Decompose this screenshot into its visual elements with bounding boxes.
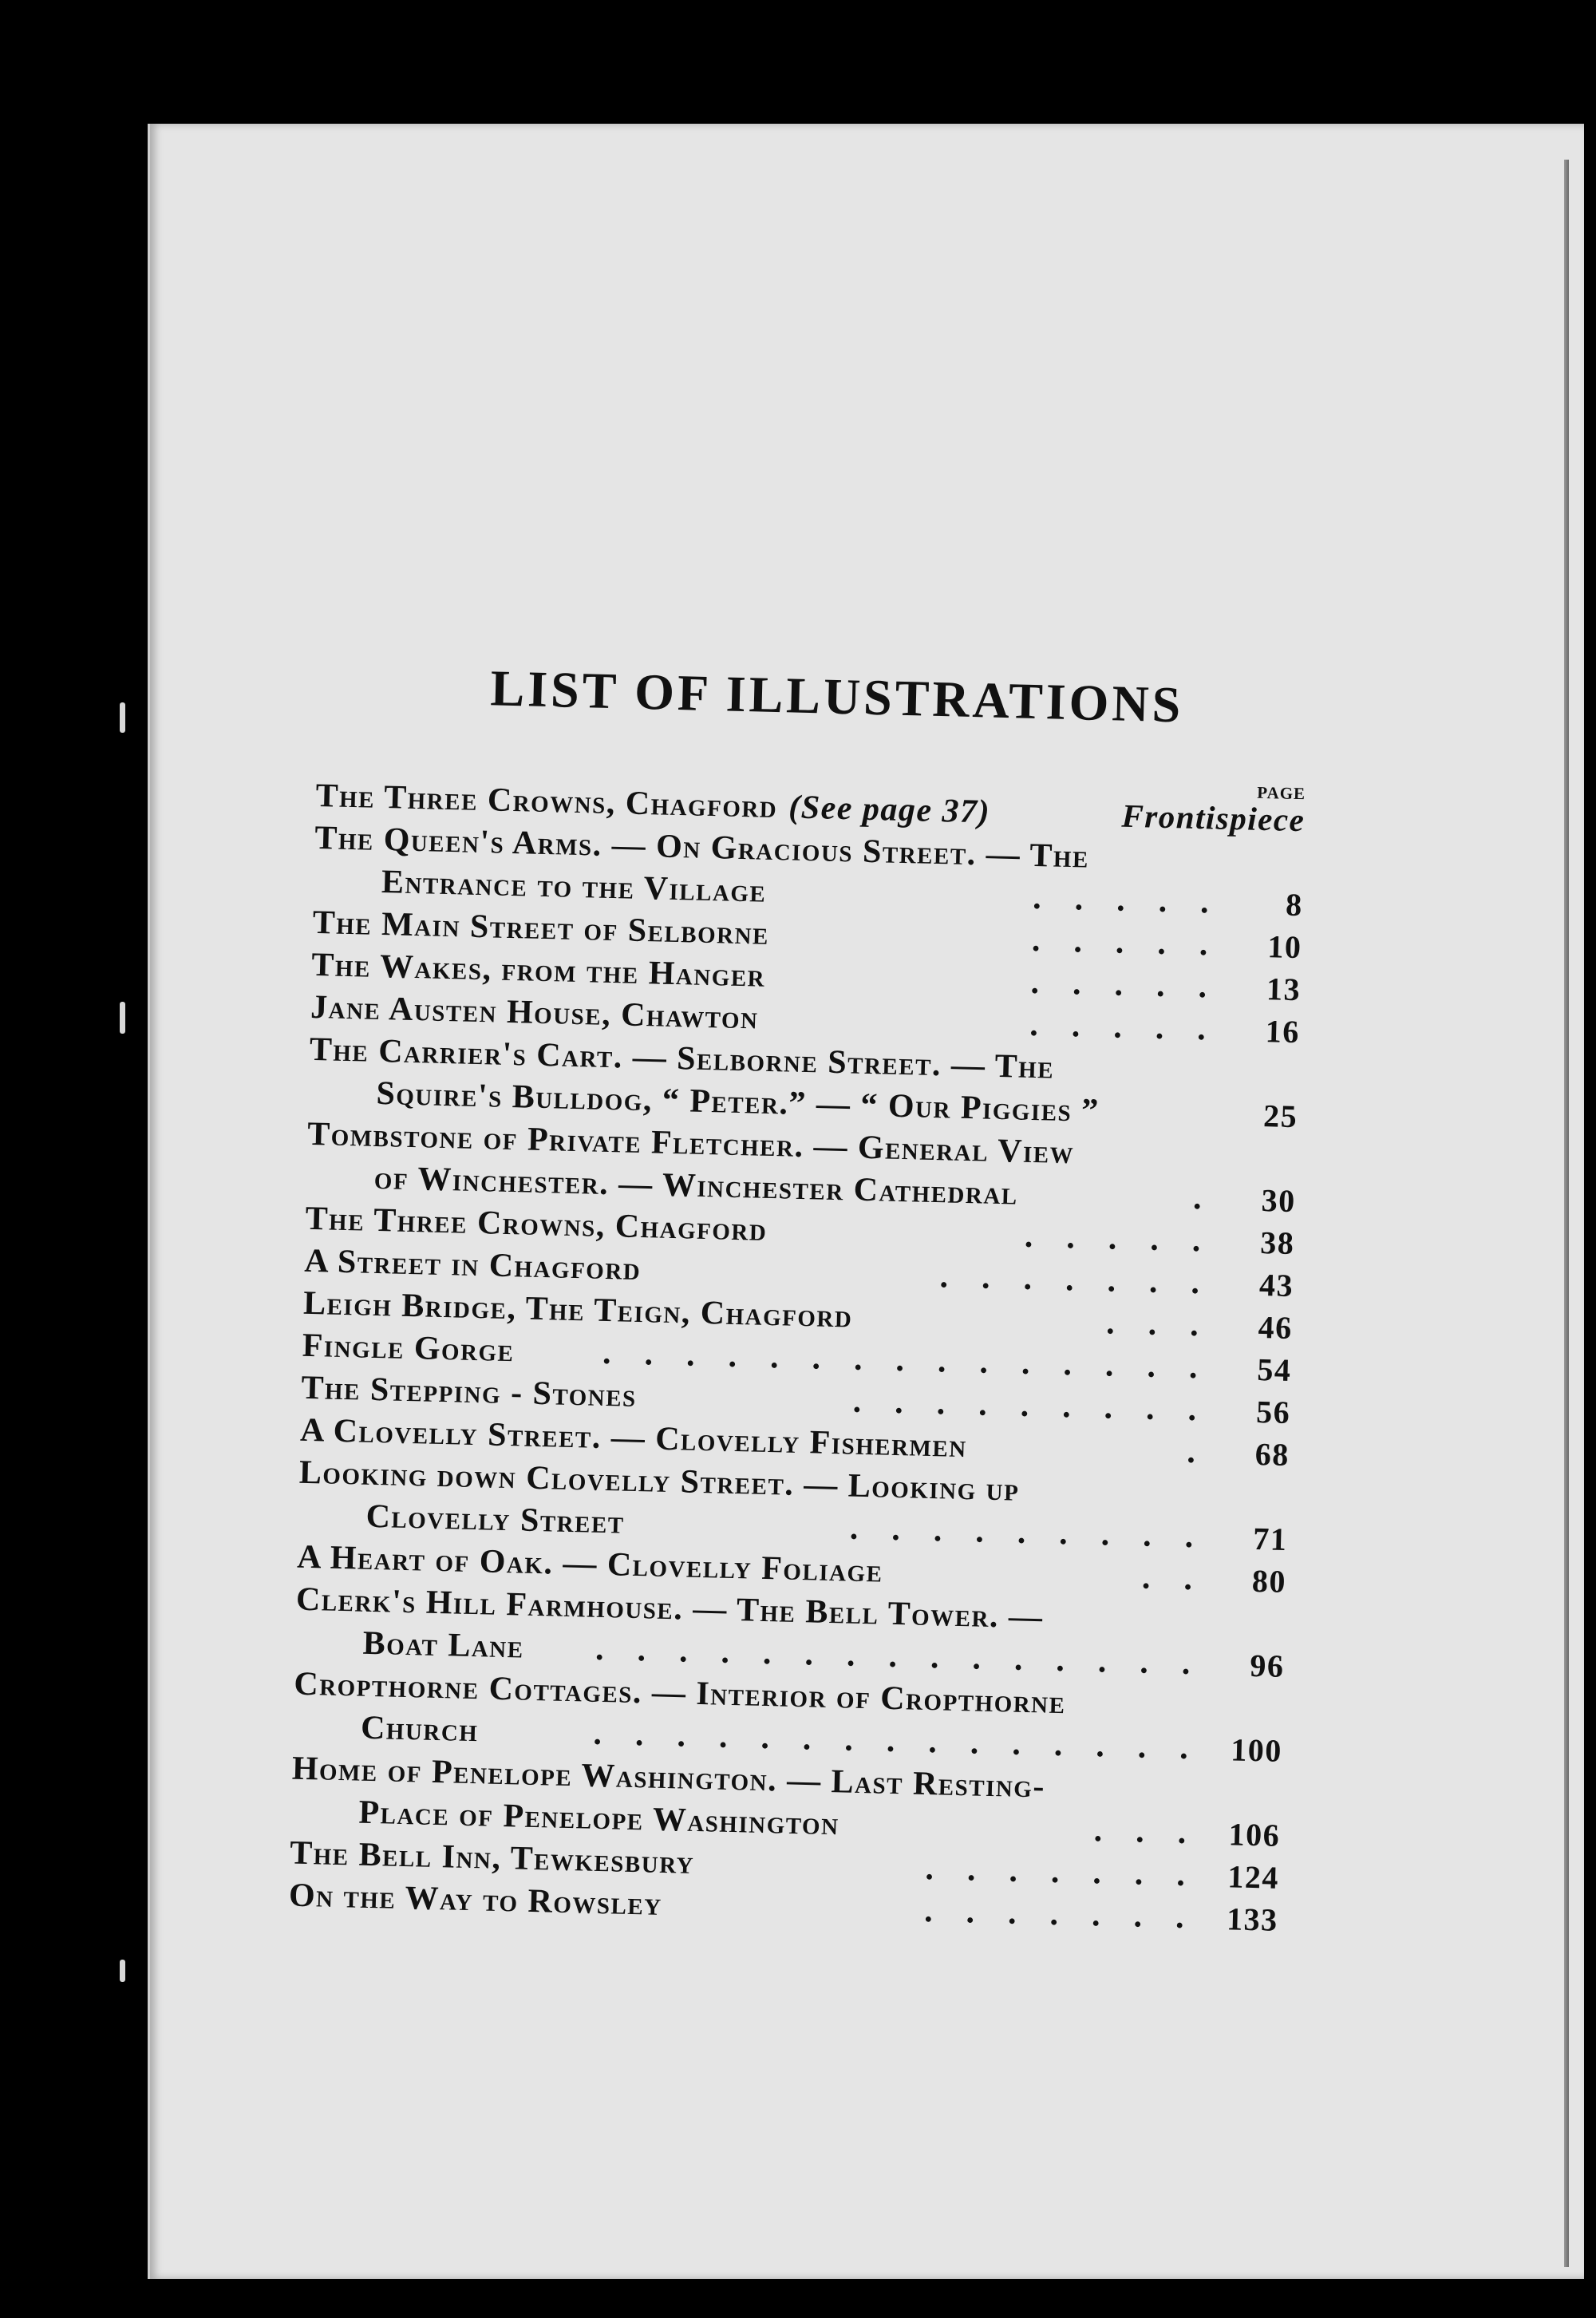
leader-dots: ....... (925, 1850, 1219, 1894)
leader-dots: ....... (923, 1893, 1219, 1936)
list-item-page: 133 (1226, 1901, 1279, 1938)
list-item-label: Fingle Gorge (302, 1327, 516, 1370)
list-item-label: The Main Street of Selborne (312, 904, 770, 952)
list-item-label: Place of Penelope Washington (358, 1794, 840, 1843)
list-item-label: Jane Austen House, Chawton (310, 988, 760, 1037)
list-item-label: Looking down Clovelly Street. — Looking up (298, 1454, 1020, 1509)
list-item-label: of Winchester. — Winchester Cathedral (373, 1159, 1019, 1212)
list-item-label: Tombstone of Private Fletcher. — General View (306, 1115, 1075, 1172)
list-item-label: Clovelly Street (365, 1497, 626, 1541)
list-item-page: 56 (1255, 1393, 1291, 1431)
leader-dots: ............... (593, 1715, 1223, 1768)
leader-dots: ... (1093, 1812, 1220, 1852)
page-title: LIST OF ILLUSTRATIONS (489, 659, 1185, 734)
list-item-label: The Bell Inn, Tewkesbury (289, 1834, 695, 1881)
list-item-page: 13 (1266, 971, 1302, 1008)
list-item-page: 16 (1265, 1013, 1301, 1050)
list-item-label: Boat Lane (362, 1624, 525, 1666)
binding-mark (120, 1960, 125, 1982)
list-item-page: 10 (1266, 928, 1302, 966)
list-item-page: 25 (1262, 1098, 1298, 1135)
leader-dots: ... (1105, 1304, 1233, 1345)
list-item-page: Frontispiece (1120, 797, 1306, 839)
list-item-page: 80 (1251, 1562, 1287, 1600)
list-item-page: 96 (1249, 1647, 1285, 1684)
leader-dots: ......... (849, 1509, 1227, 1557)
list-item-label: Church (360, 1709, 479, 1750)
leader-dots: ............... (602, 1334, 1232, 1387)
illustrations-list (288, 655, 1308, 1941)
list-item-page: 46 (1258, 1309, 1294, 1347)
page-column-header: PAGE (1257, 782, 1306, 804)
list-item-page: 30 (1261, 1182, 1297, 1220)
list-item-label: Entrance to the Village (381, 863, 767, 910)
list-item-label: Cropthorne Cottages. — Interior of Cropthorne (293, 1665, 1067, 1722)
binding-mark (120, 702, 125, 733)
list-item-label: Home of Penelope Washington. — Last Resting- (291, 1750, 1046, 1806)
list-item-page: 100 (1230, 1731, 1283, 1769)
list-item-label: The Wakes, from the Hanger (310, 946, 766, 995)
list-item-label: The Stepping - Stones (300, 1369, 638, 1414)
list-item-label: A Street in Chagford (303, 1242, 642, 1288)
list-item-page: 54 (1256, 1351, 1293, 1389)
leader-dots: .. (1141, 1559, 1227, 1599)
leader-dots: . (1186, 1433, 1230, 1472)
list-item-label: On the Way to Rowsley (288, 1877, 663, 1923)
list-item-label: Leigh Bridge, The Teign, Chagford (302, 1284, 853, 1335)
leader-dots: ....... (939, 1258, 1234, 1303)
list-item-page: 124 (1227, 1858, 1280, 1896)
list-item-page: 71 (1252, 1520, 1288, 1557)
list-item-label: The Queen's Arms. — On Gracious Street. — The (314, 819, 1090, 876)
leader-dots: ..... (1024, 1217, 1235, 1260)
list-item-page: 38 (1259, 1224, 1295, 1262)
leader-dots: ..... (1031, 921, 1242, 964)
leader-dots: ..... (1030, 963, 1241, 1007)
list-item-page: 106 (1228, 1816, 1281, 1853)
list-item-label: A Clovelly Street. — Clovelly Fishermen (299, 1411, 968, 1466)
list-item-label: A Heart of Oak. — Clovelly Foliage (296, 1538, 884, 1590)
list-item-label: Squire's Bulldog, “ Peter.” — “ Our Piggies ” (376, 1074, 1100, 1130)
binding-mark (120, 1002, 125, 1034)
leader-dots: ..... (1029, 1006, 1240, 1049)
list-item-label: The Three Crowns, Chagford (315, 777, 778, 826)
list-item-page: 68 (1254, 1435, 1290, 1473)
list-item-page: 43 (1258, 1267, 1294, 1304)
list-item-label: The Carrier's Cart. — Selborne Street. — The (309, 1030, 1055, 1086)
leader-dots: ............... (595, 1630, 1224, 1683)
leader-dots: . (1192, 1179, 1236, 1218)
page-edge (1564, 160, 1569, 2267)
list-item-label: Clerk's Hill Farmhouse. — The Bell Tower. — (295, 1580, 1045, 1636)
list-item-label: The Three Crowns, Chagford (305, 1200, 768, 1248)
leader-dots: ..... (1032, 879, 1243, 922)
list-item-page: 8 (1285, 886, 1304, 924)
list-item-note: (See page 37) (788, 789, 991, 831)
leader-dots: ......... (852, 1382, 1231, 1430)
